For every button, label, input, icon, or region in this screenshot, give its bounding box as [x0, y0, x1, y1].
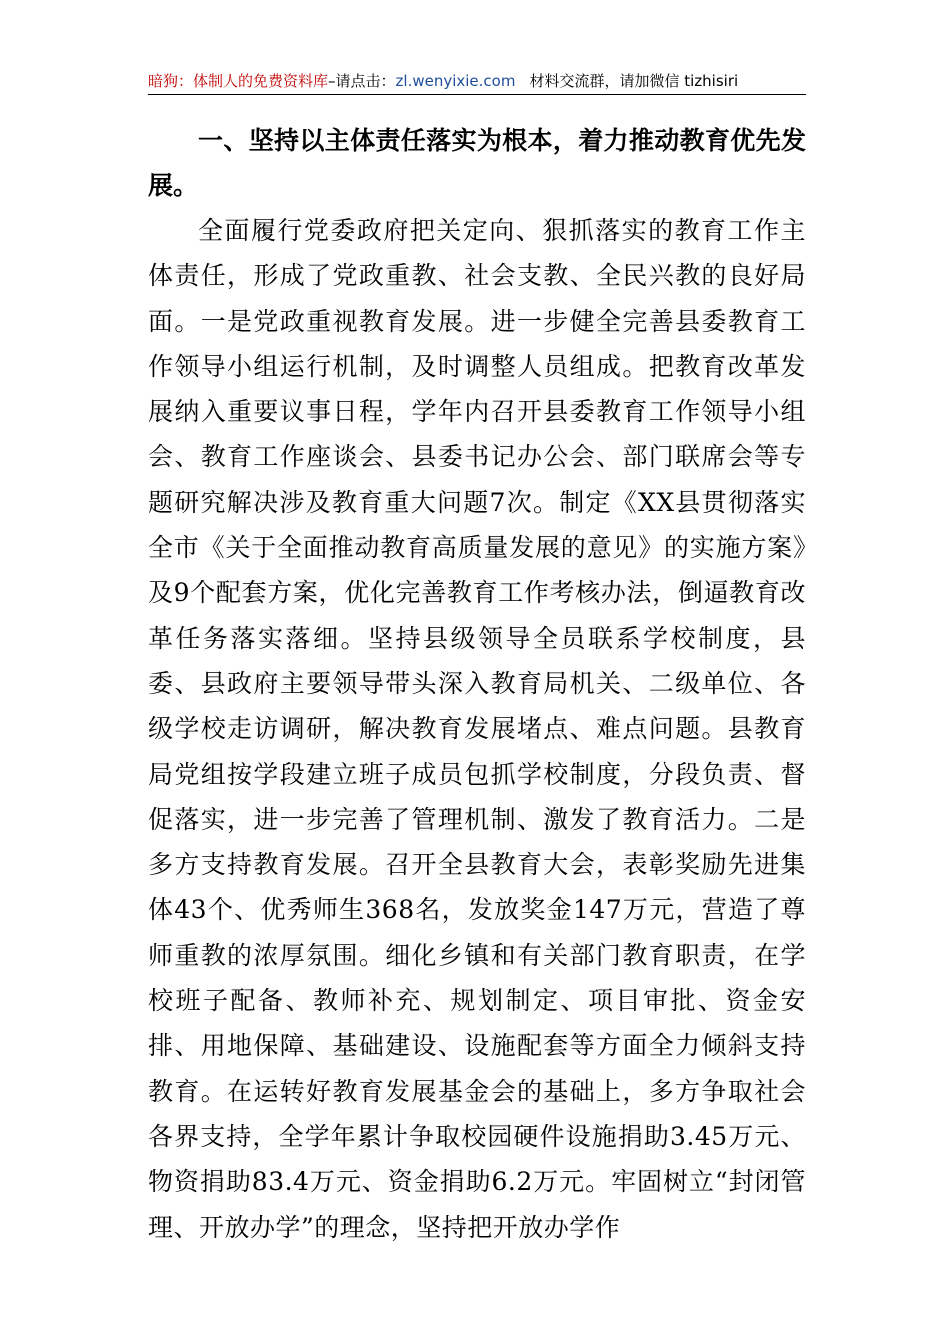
header-site-name: 暗狗：体制人的免费资料库	[148, 72, 329, 90]
page-header	[148, 70, 806, 95]
header-url-link[interactable]: zl.wenyixie.com	[395, 72, 516, 90]
body-paragraph: 全面履行党委政府把关定向、狠抓落实的教育工作主体责任，形成了党政重教、社会支教、全民兴教的良好局面。一是党政重视教育发展。进一步健全完善县委教育工作领导小组运行机制，及时调整人员组成。把教育改革发展纳入重要议事日程，学年内召开县委教育工作领导小组会、教育工作座谈会、县委书记办公会、部门联席会等专题研究解决涉及教育重大问题7次。制定《XX县贯彻落实全市《关于全面推动教育高质量发展的意见》的实施方案》及9个配套方案，优化完善教育工作考核办法，倒逼教育改革任务落实落细。坚持县级领导全员联系学校制度，县委、县政府主要领导带头深入教育局机关、二级单位、各级学校走访调研，解决教育发展堵点、难点问题。县教育局党组按学段建立班子成员包抓学校制度，分段负责、督促落实，进一步完善了管理机制、激发了教育活力。二是多方支持教育发展。召开全县教育大会，表彰奖励先进集体43个、优秀师生368名，发放奖金147万元，营造了尊师重教的浓厚氛围。细化乡镇和有关部门教育职责，在学校班子配备、教师补充、规划制定、项目审批、资金安排、用地保障、基础建设、设施配套等方面全力倾斜支持教育。在运转好教育发展基金会的基础上，多方争取社会各界支持，全学年累计争取校园硬件设施捐助3.45万元、物资捐助83.4万元、资金捐助6.2万元。牢固树立“封闭管理、开放办学”的理念，坚持把开放办学作	[148, 216, 806, 1242]
section-heading: 一、坚持以主体责任落实为根本，着力推动教育优先发展。	[148, 126, 806, 200]
header-click-prompt: –请点击：	[328, 72, 396, 90]
header-wechat-note: 材料交流群，请加微信 tizhisiri	[529, 72, 739, 90]
document-body	[148, 118, 806, 1250]
